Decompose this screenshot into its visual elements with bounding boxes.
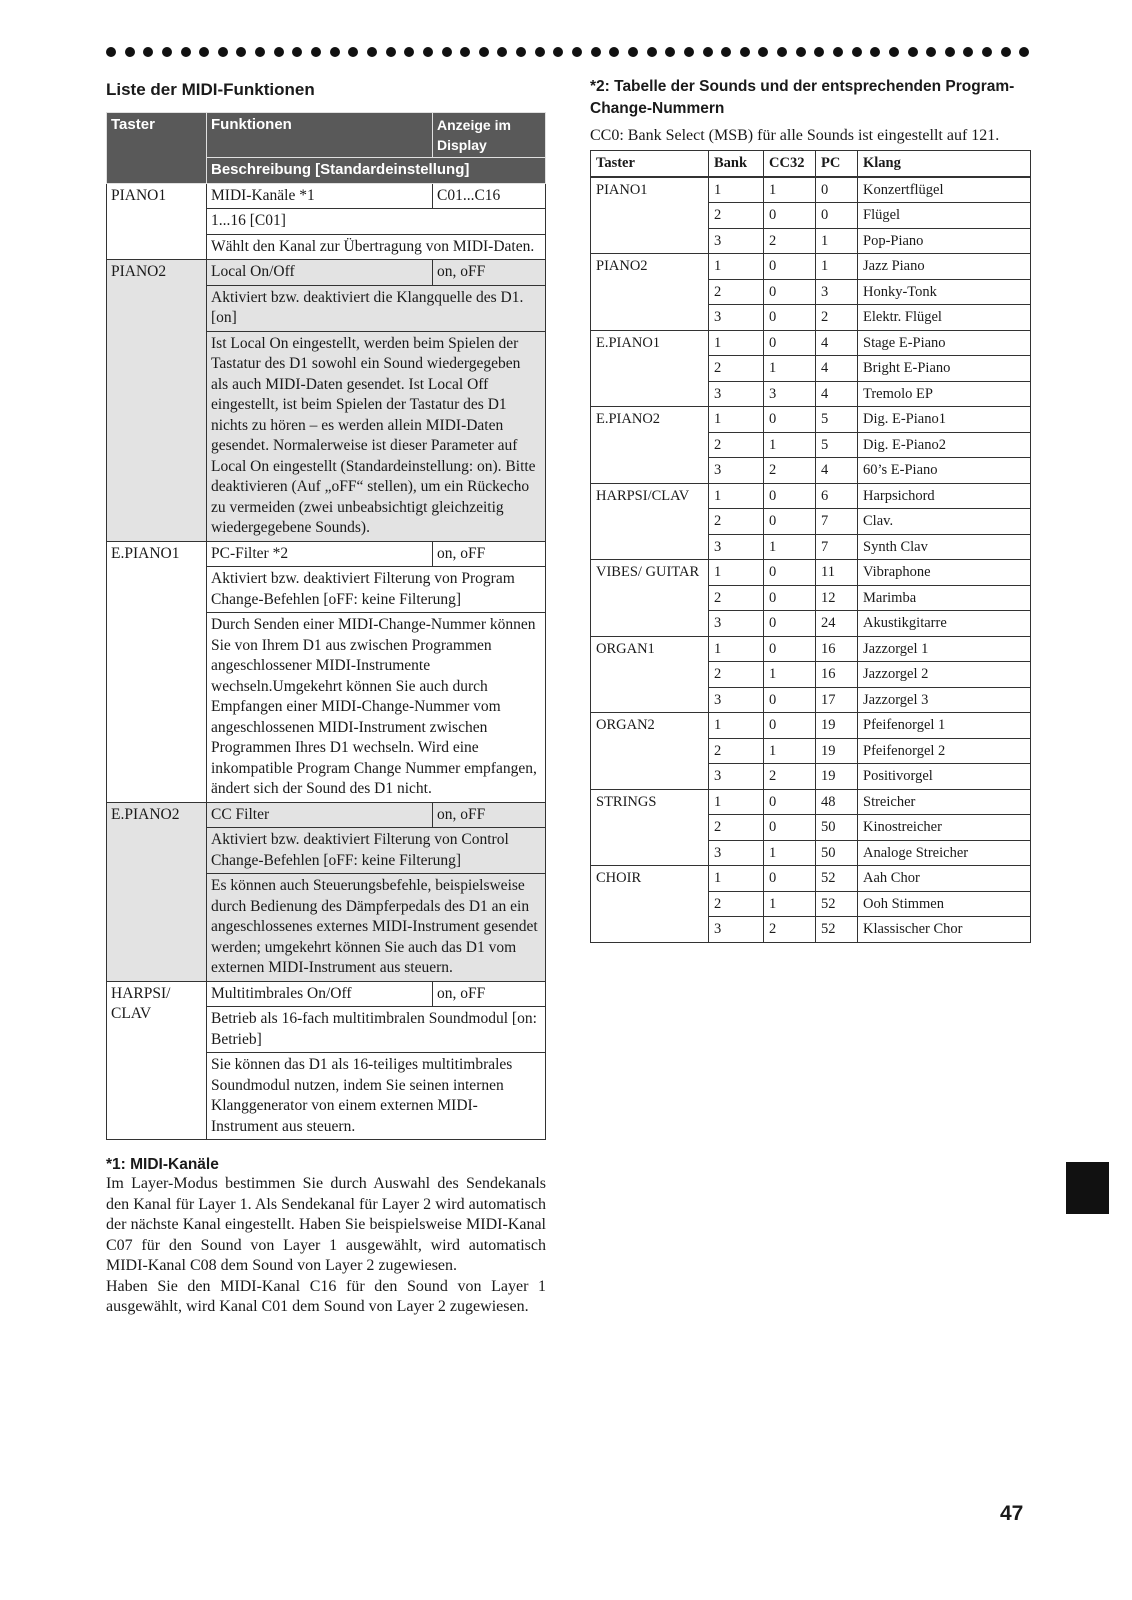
dot (926, 47, 936, 57)
sound-cell: 1 (709, 560, 764, 586)
sound-cell: 17 (816, 687, 858, 713)
sound-cell: 3 (709, 764, 764, 790)
sound-cell: 0 (764, 407, 816, 433)
sound-cell: 0 (816, 177, 858, 203)
sound-cell: 2 (709, 203, 764, 229)
midi-taster-cell: PIANO1 (107, 183, 207, 260)
midi-description-cell: Aktiviert bzw. deaktiviert die Klangquelle des D1. [on] (207, 285, 546, 331)
sound-cell: 52 (816, 917, 858, 943)
sound-cell: 2 (709, 891, 764, 917)
midi-table-header-row (107, 113, 546, 158)
sound-cell: 0 (764, 815, 816, 841)
dot (162, 47, 172, 57)
sound-cell: 4 (816, 458, 858, 484)
dot (647, 47, 657, 57)
midi-function-table (106, 112, 546, 1140)
sound-cell: 12 (816, 585, 858, 611)
sound-cell: 0 (816, 203, 858, 229)
sound-cell: 5 (816, 432, 858, 458)
midi-description-cell: Durch Senden einer MIDI-Change-Nummer können Sie von Ihrem D1 aus zwischen Programmen angeschlossener MIDI-Instrumente wechseln.Umgekehrt können Sie auch durch Empfangen einer MIDI-Change-Nummer vom angeschlossenen MIDI-Instrument zwischen Programmen Ihres D1 wechseln. Wird eine inkompatible Program Change Nummer empfangen, ändert sich der Sound des D1 nicht. (207, 613, 546, 803)
dot (404, 47, 414, 57)
sound-cell: 0 (764, 483, 816, 509)
dot (572, 47, 582, 57)
sound-cell: 1 (709, 254, 764, 280)
sound-cell: Pfeifenorgel 1 (858, 713, 1031, 739)
midi-anzeige-cell: on, oFF (433, 260, 546, 286)
dot (274, 47, 284, 57)
dot (143, 47, 153, 57)
sound-cell: Ooh Stimmen (858, 891, 1031, 917)
midi-funktion-cell: Multitimbrales On/Off (207, 981, 433, 1007)
dot (255, 47, 265, 57)
dotted-rule (106, 44, 1030, 60)
dot (889, 47, 899, 57)
sound-row (591, 483, 1031, 509)
sound-cell: Clav. (858, 509, 1031, 535)
dot (348, 47, 358, 57)
sound-cell: 0 (764, 585, 816, 611)
sound-cell: 3 (709, 687, 764, 713)
sound-cell: Flügel (858, 203, 1031, 229)
sound-cell: 3 (709, 840, 764, 866)
sound-cell: 0 (764, 254, 816, 280)
sound-cell: Streicher (858, 789, 1031, 815)
dot (292, 47, 302, 57)
sound-cell: 2 (764, 228, 816, 254)
midi-anzeige-cell: on, oFF (433, 802, 546, 828)
dot (460, 47, 470, 57)
sound-cell: 1 (709, 177, 764, 203)
sound-cell: 2 (709, 738, 764, 764)
sound-cell: 19 (816, 713, 858, 739)
midi-taster-cell: PIANO2 (107, 260, 207, 542)
sound-cell: 52 (816, 866, 858, 892)
sound-cell: 0 (764, 713, 816, 739)
sound-cell: 0 (764, 866, 816, 892)
midi-taster-cell: E.PIANO1 (107, 541, 207, 802)
sound-taster-cell: E.PIANO1 (591, 330, 709, 407)
midi-description-cell: Sie können das D1 als 16-teiliges multitimbrales Soundmodul nutzen, indem Sie seinen internen Klanggenerator von einem externen MIDI-Instrument aus steuern. (207, 1053, 546, 1140)
dot (535, 47, 545, 57)
sound-cell: 3 (709, 305, 764, 331)
dot (982, 47, 992, 57)
midi-funktion-cell: CC Filter (207, 802, 433, 828)
sound-taster-cell: HARPSI/CLAV (591, 483, 709, 560)
dot (591, 47, 601, 57)
sound-cell: 1 (764, 891, 816, 917)
sound-cell: 0 (764, 203, 816, 229)
sound-cell: 0 (764, 509, 816, 535)
dot (330, 47, 340, 57)
sound-cell: Klassischer Chor (858, 917, 1031, 943)
header-anzeige: Anzeige im Display (433, 113, 546, 158)
sound-cell: 0 (764, 305, 816, 331)
dot (684, 47, 694, 57)
sound-cell: Konzertflügel (858, 177, 1031, 203)
sound-cell: Dig. E-Piano2 (858, 432, 1031, 458)
midi-taster-cell: HARPSI/ CLAV (107, 981, 207, 1140)
sound-row (591, 636, 1031, 662)
page-number: 47 (1000, 1502, 1024, 1525)
sound-cell: 1 (764, 432, 816, 458)
sound-cell: Analoge Streicher (858, 840, 1031, 866)
sound-cell: 0 (764, 687, 816, 713)
sound-cell: 1 (816, 254, 858, 280)
sound-cell: 3 (709, 534, 764, 560)
sound-cell: Synth Clav (858, 534, 1031, 560)
midi-anzeige-cell: on, oFF (433, 541, 546, 567)
sound-cell: 3 (709, 381, 764, 407)
sound-taster-cell: PIANO2 (591, 254, 709, 331)
sound-taster-cell: E.PIANO2 (591, 407, 709, 484)
dot (945, 47, 955, 57)
sound-cell: 1 (709, 636, 764, 662)
sound-cell: 2 (709, 279, 764, 305)
dot (870, 47, 880, 57)
sound-cell: 19 (816, 738, 858, 764)
sound-cell: 0 (764, 279, 816, 305)
sound-cell: Harpsichord (858, 483, 1031, 509)
sound-cell: 11 (816, 560, 858, 586)
dot (758, 47, 768, 57)
sound-row (591, 407, 1031, 433)
sound-cell: Jazzorgel 3 (858, 687, 1031, 713)
midi-list-title: Liste der MIDI-Funktionen (106, 80, 315, 99)
midi-description-cell: Wählt den Kanal zur Übertragung von MIDI-Daten. (207, 234, 546, 260)
sound-cell: 3 (764, 381, 816, 407)
sound-cell: 0 (764, 789, 816, 815)
sound-header-cell: Bank (709, 151, 764, 177)
dot (833, 47, 843, 57)
midi-description-cell: Aktiviert bzw. deaktiviert Filterung von Control Change-Befehlen [oFF: keine Filterung] (207, 828, 546, 874)
midi-description-cell: Betrieb als 16-fach multitimbralen Soundmodul [on: Betrieb] (207, 1007, 546, 1053)
dot (367, 47, 377, 57)
midi-taster-cell: E.PIANO2 (107, 802, 207, 981)
dot (908, 47, 918, 57)
sound-cell: 0 (764, 560, 816, 586)
sound-row (591, 789, 1031, 815)
dot (665, 47, 675, 57)
dot (497, 47, 507, 57)
dot (740, 47, 750, 57)
midi-row (107, 260, 546, 286)
sound-cell: 50 (816, 815, 858, 841)
sound-table-section (590, 76, 1031, 943)
sound-cell: 4 (816, 356, 858, 382)
note1-paragraph: Im Layer-Modus bestimmen Sie durch Auswahl des Sendekanals den Kanal für Layer 1. Als Sendekanal für Layer 2 wird automatisch der nächste Kanal eingestellt. Haben Sie beispielsweise MIDI-Kanal C07 für den Sound von Layer 1 ausgewählt, wird automatisch MIDI-Kanal C08 dem Sound von Layer 2 zugewiesen. (106, 1175, 546, 1274)
sound-taster-cell: VIBES/ GUITAR (591, 560, 709, 637)
sound-cell: 1 (764, 662, 816, 688)
dot (218, 47, 228, 57)
sound-header-cell: PC (816, 151, 858, 177)
sound-taster-cell: ORGAN2 (591, 713, 709, 790)
sound-table-title: *2: Tabelle der Sounds und der entsprechenden Program-Change-Nummern (590, 78, 1015, 117)
sound-table-header-row (591, 151, 1031, 177)
midi-row (107, 981, 546, 1007)
midi-funktion-cell: Local On/Off (207, 260, 433, 286)
sound-table (590, 150, 1031, 943)
sound-cell: 3 (709, 611, 764, 637)
dot (311, 47, 321, 57)
sound-cell: Jazzorgel 2 (858, 662, 1031, 688)
midi-description-cell: Aktiviert bzw. deaktiviert Filterung von Program Change-Befehlen [oFF: keine Filterung] (207, 567, 546, 613)
sound-cell: 1 (709, 789, 764, 815)
dot (442, 47, 452, 57)
sound-cell: 1 (764, 738, 816, 764)
sound-cell: 3 (709, 458, 764, 484)
sound-taster-cell: STRINGS (591, 789, 709, 866)
sound-cell: 4 (816, 330, 858, 356)
dot (963, 47, 973, 57)
dot (703, 47, 713, 57)
midi-funktion-cell: MIDI-Kanäle *1 (207, 183, 433, 209)
midi-row (107, 802, 546, 828)
sound-cell: 2 (816, 305, 858, 331)
sound-cell: Bright E-Piano (858, 356, 1031, 382)
sound-cell: 1 (709, 407, 764, 433)
sound-row (591, 866, 1031, 892)
sound-row (591, 330, 1031, 356)
midi-description-cell: Ist Local On eingestellt, werden beim Spielen der Tastatur des D1 sowohl ein Sound wiedergegeben als auch MIDI-Daten gesendet. Ist Local Off eingestellt, ist beim Spielen der Tastatur des D1 nichts zu hören – es werden allein MIDI-Daten gesendet. Normalerweise ist dieser Parameter auf Local On eingestellt (Standardeinstellung: on). Bitte deaktivieren (Auf „oFF“ stellen), um ein Rückecho zu vermeiden (zwei unbeabsichtigt gleichzeitig wiedergegebene Sounds). (207, 331, 546, 541)
sound-header-cell: CC32 (764, 151, 816, 177)
sound-cell: Pfeifenorgel 2 (858, 738, 1031, 764)
sound-cell: 16 (816, 636, 858, 662)
midi-description-cell: Es können auch Steuerungsbefehle, beispielsweise durch Bedienung des Dämpferpedals des D1 an ein angeschlossenes externes MIDI-Instrument gesendet werden; umgekehrt können Sie auch das D1 vom externen MIDI-Instrument aus steuern. (207, 874, 546, 982)
midi-description-cell: 1...16 [C01] (207, 209, 546, 235)
midi-funktion-cell: PC-Filter *2 (207, 541, 433, 567)
dot (796, 47, 806, 57)
header-funktionen: Funktionen (207, 113, 433, 158)
dot (721, 47, 731, 57)
sound-header-cell: Klang (858, 151, 1031, 177)
dot (125, 47, 135, 57)
sound-cell: Aah Chor (858, 866, 1031, 892)
sound-cell: 60’s E-Piano (858, 458, 1031, 484)
midi-anzeige-cell: C01...C16 (433, 183, 546, 209)
midi-anzeige-cell: on, oFF (433, 981, 546, 1007)
dot (1019, 47, 1029, 57)
sound-cell: 3 (816, 279, 858, 305)
sound-cell: Dig. E-Piano1 (858, 407, 1031, 433)
dot (609, 47, 619, 57)
sound-taster-cell: CHOIR (591, 866, 709, 943)
sound-cell: 1 (764, 534, 816, 560)
header-beschreibung: Beschreibung [Standardeinstellung] (207, 158, 546, 184)
sound-cell: 1 (709, 866, 764, 892)
sound-cell: 2 (764, 917, 816, 943)
sound-cell: Akustikgitarre (858, 611, 1031, 637)
sound-cell: 16 (816, 662, 858, 688)
sound-row (591, 560, 1031, 586)
sound-header-cell: Taster (591, 151, 709, 177)
dot (852, 47, 862, 57)
midi-row (107, 183, 546, 209)
sound-cell: Kinostreicher (858, 815, 1031, 841)
sound-cell: 48 (816, 789, 858, 815)
sound-taster-cell: ORGAN1 (591, 636, 709, 713)
sound-cell: 1 (709, 330, 764, 356)
dot (106, 47, 116, 57)
sound-row (591, 254, 1031, 280)
sound-cell: 24 (816, 611, 858, 637)
sound-cell: Tremolo EP (858, 381, 1031, 407)
sound-cell: 1 (709, 483, 764, 509)
sound-row (591, 713, 1031, 739)
sound-cell: 0 (764, 330, 816, 356)
sound-cell: 2 (709, 509, 764, 535)
sound-cell: 6 (816, 483, 858, 509)
dot (386, 47, 396, 57)
dot (628, 47, 638, 57)
sound-cell: 3 (709, 917, 764, 943)
sound-taster-cell: PIANO1 (591, 177, 709, 254)
sound-cell: 2 (709, 815, 764, 841)
dot (199, 47, 209, 57)
sound-cell: 5 (816, 407, 858, 433)
dot (516, 47, 526, 57)
sound-cell: 1 (709, 713, 764, 739)
midi-row (107, 541, 546, 567)
chapter-tab-marker (1066, 1162, 1109, 1214)
sound-cell: 19 (816, 764, 858, 790)
sound-cell: 50 (816, 840, 858, 866)
sound-cell: Marimba (858, 585, 1031, 611)
sound-cell: 52 (816, 891, 858, 917)
dot (479, 47, 489, 57)
sound-cell: 0 (764, 611, 816, 637)
dot (181, 47, 191, 57)
sound-cell: 2 (709, 585, 764, 611)
sound-cell: 1 (816, 228, 858, 254)
note1-paragraph: Haben Sie den MIDI-Kanal C16 für den Sound von Layer 1 ausgewählt, wird Kanal C01 dem Sound von Layer 2 zugewiesen. (106, 1277, 546, 1315)
dot (1001, 47, 1011, 57)
midi-function-section (106, 76, 546, 1318)
sound-cell: Stage E-Piano (858, 330, 1031, 356)
sound-cell: 2 (764, 764, 816, 790)
sound-cell: 2 (709, 662, 764, 688)
dot (553, 47, 563, 57)
header-taster: Taster (107, 113, 207, 184)
sound-cell: Positivorgel (858, 764, 1031, 790)
sound-cell: 7 (816, 509, 858, 535)
sound-row (591, 177, 1031, 203)
sound-cell: Elektr. Flügel (858, 305, 1031, 331)
sound-cell: Honky-Tonk (858, 279, 1031, 305)
sound-cell: Pop-Piano (858, 228, 1031, 254)
sound-cell: 3 (709, 228, 764, 254)
sound-cell: 2 (709, 356, 764, 382)
sound-cell: 4 (816, 381, 858, 407)
sound-cell: 1 (764, 177, 816, 203)
sound-cell: Jazz Piano (858, 254, 1031, 280)
dot (236, 47, 246, 57)
note1-title: *1: MIDI-Kanäle (106, 1156, 219, 1173)
dot (423, 47, 433, 57)
dot (814, 47, 824, 57)
sound-cell: 1 (764, 356, 816, 382)
sound-cell: 2 (709, 432, 764, 458)
sound-cell: Vibraphone (858, 560, 1031, 586)
sound-table-subtitle: CC0: Bank Select (MSB) für alle Sounds ist eingestellt auf 121. (590, 127, 1000, 144)
sound-cell: 2 (764, 458, 816, 484)
sound-cell: 7 (816, 534, 858, 560)
sound-cell: 1 (764, 840, 816, 866)
sound-cell: Jazzorgel 1 (858, 636, 1031, 662)
sound-cell: 0 (764, 636, 816, 662)
dot (777, 47, 787, 57)
